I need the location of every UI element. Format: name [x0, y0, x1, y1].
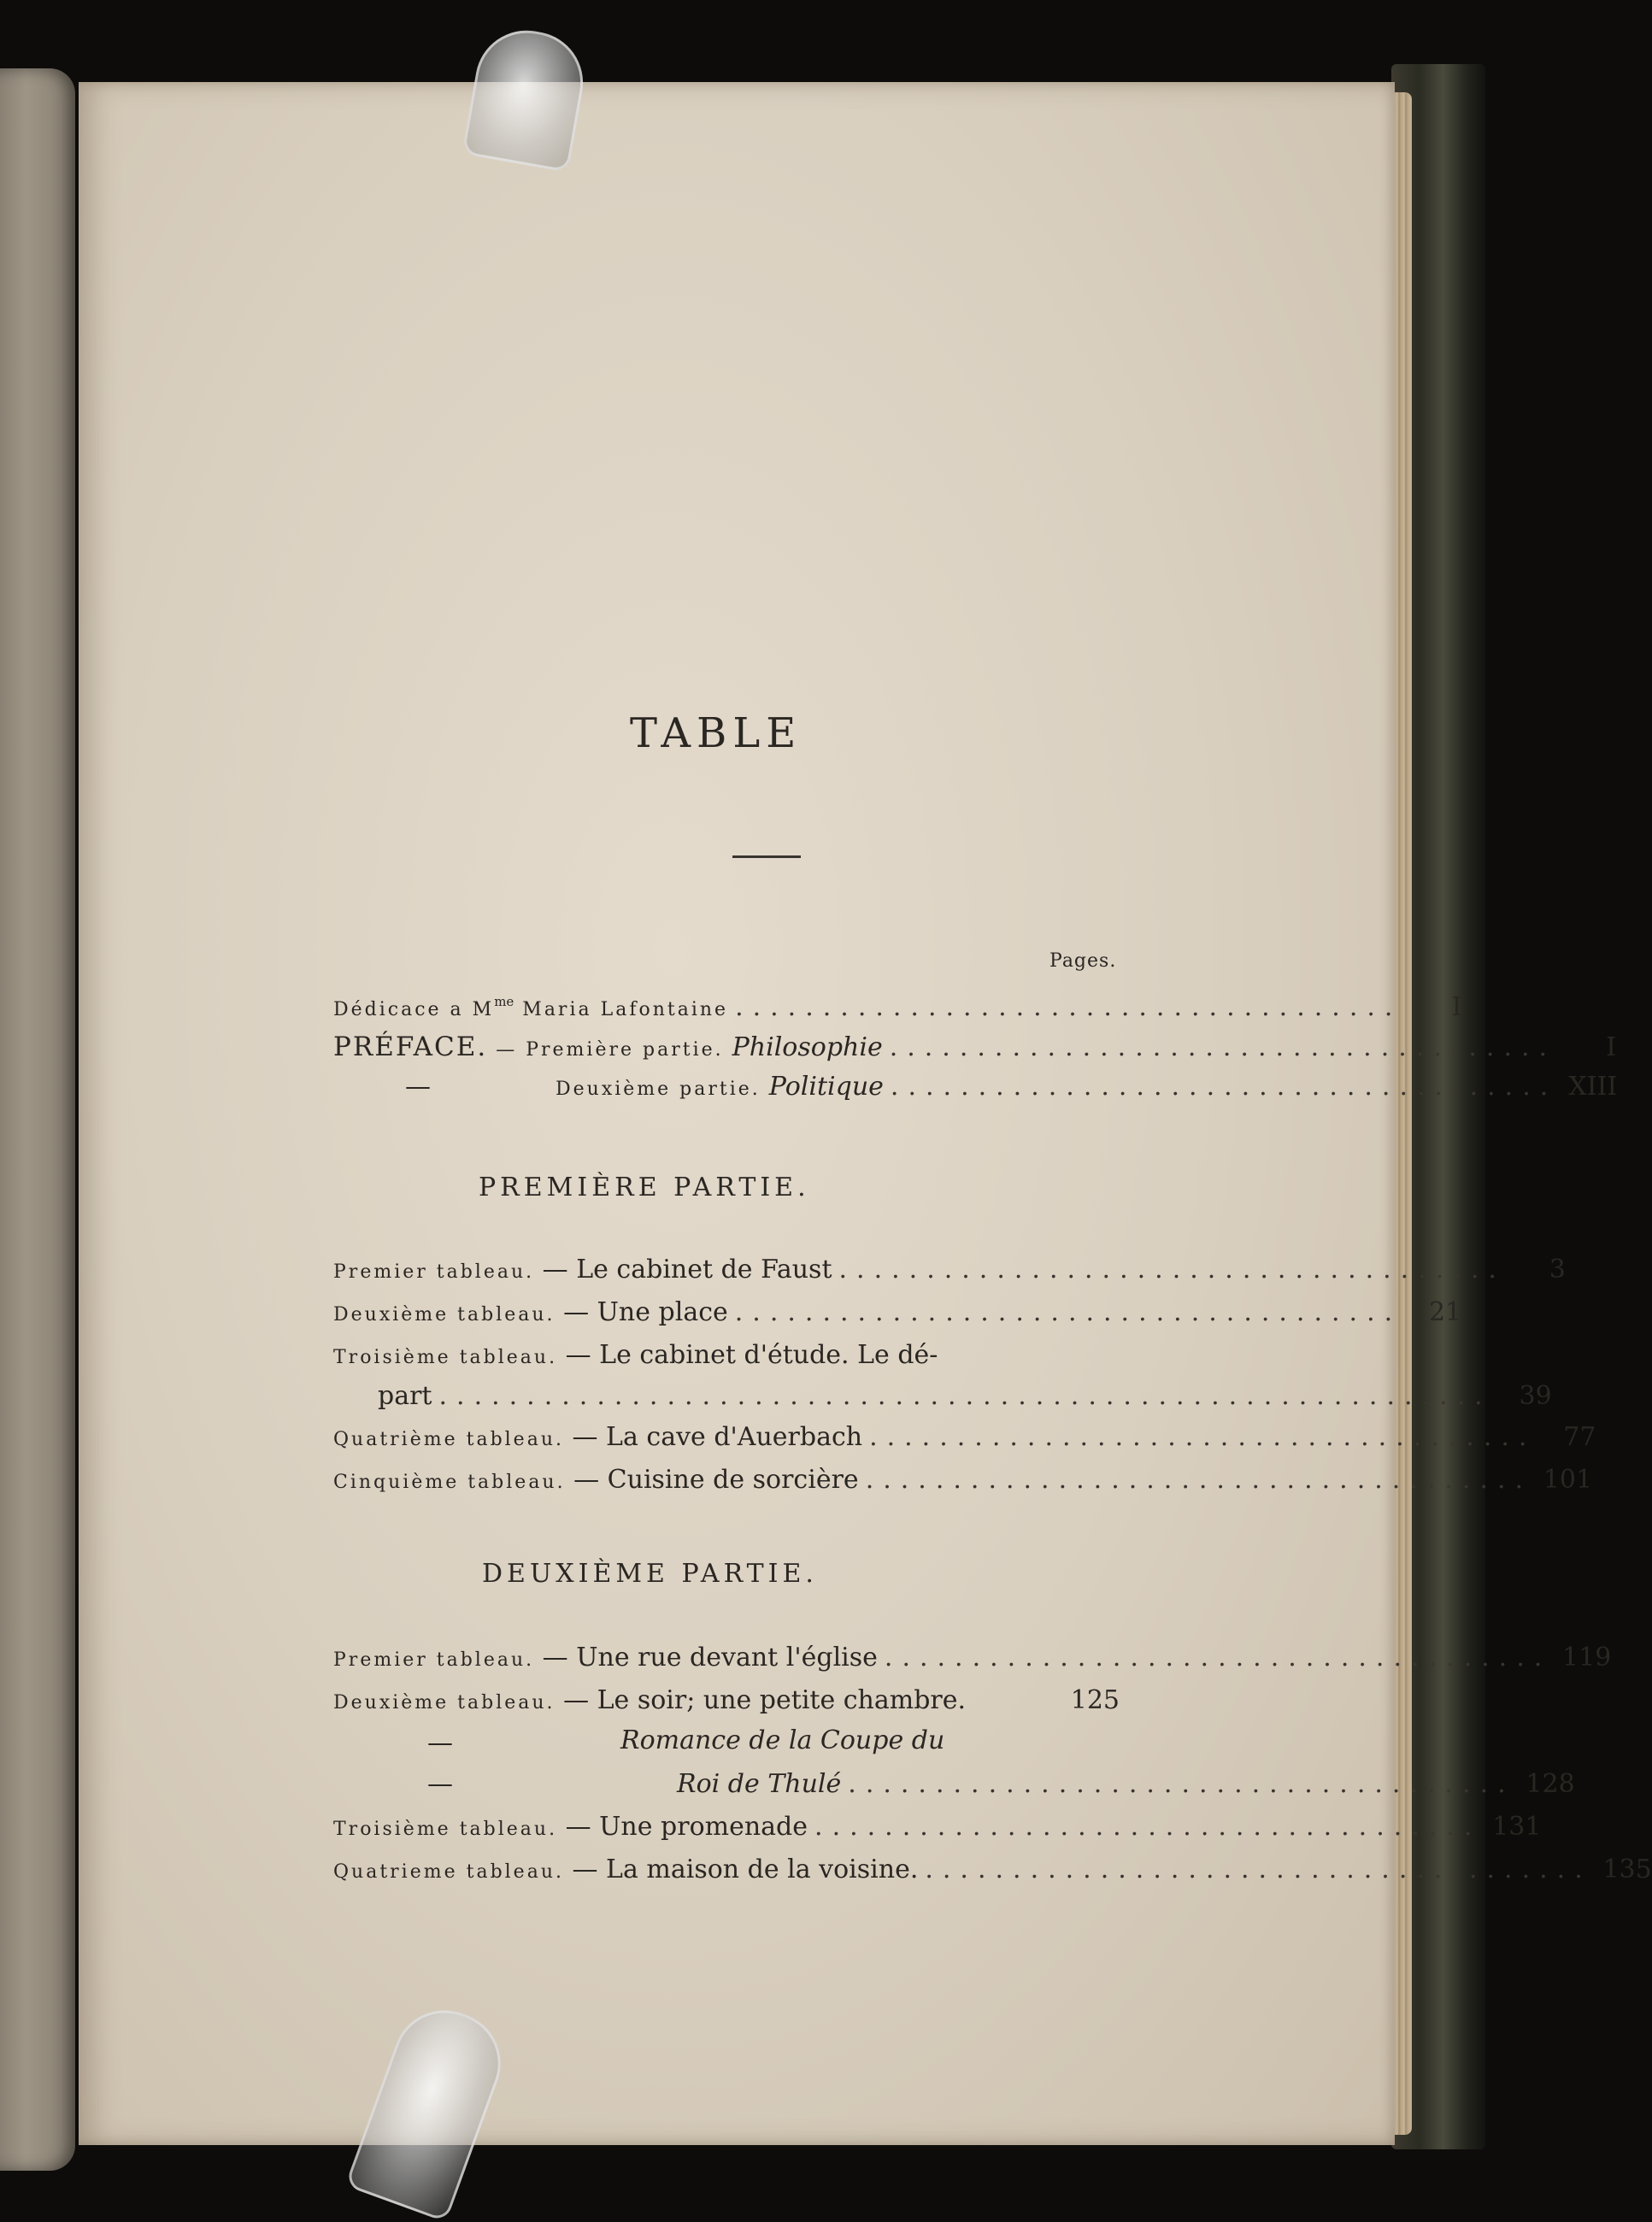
dot-leader: ...................................... [890, 1072, 1558, 1102]
toc-entry [333, 1255, 1566, 1289]
entry-page-number: 119 [1562, 1643, 1612, 1672]
toc-entry-preface-politique [556, 1072, 1618, 1106]
entry-label: Cinquième tableau. — Cuisine de sorcière [333, 1465, 859, 1495]
pages-column-label: Pages. [1049, 950, 1117, 972]
page-title: TABLE [630, 709, 802, 757]
entry-label: Premier tableau. — Une rue devant l'église [333, 1643, 878, 1672]
toc-entry-roi-de-thule [677, 1769, 1575, 1803]
entry-label-romance: Romance de la Coupe du [620, 1725, 945, 1755]
dot-leader: ...................................... [734, 1297, 1402, 1327]
entry-page-number: 39 [1519, 1381, 1552, 1411]
ditto-dash: — [427, 1728, 453, 1758]
toc-entry [333, 1685, 1120, 1719]
entry-label: Quatrième tableau. — La cave d'Auerbach [333, 1422, 863, 1452]
ditto-dash: — [427, 1769, 453, 1799]
toc-entry [333, 1297, 1462, 1331]
entry-label: Dédicace a $M^{me}$ Maria Lafontaine [333, 994, 729, 1020]
toc-entry [333, 1340, 1120, 1374]
entry-page-number: 125 [1070, 1685, 1120, 1715]
entry-label: part [378, 1381, 432, 1411]
book-page [79, 82, 1652, 2145]
entry-page-number: 77 [1563, 1422, 1596, 1452]
previous-page-edge [0, 68, 75, 2171]
dot-leader: ...................................... [865, 1465, 1533, 1495]
entry-page-number: 128 [1526, 1769, 1575, 1799]
entry-label: Deuxième tableau. — Une place [333, 1297, 728, 1327]
dot-leader: ............................................................ [438, 1381, 1492, 1411]
entry-label: Deuxième tableau. — Le soir; une petite chambre. [333, 1685, 967, 1715]
dot-leader: ...................................... [869, 1422, 1537, 1452]
entry-label: Troisième tableau. — Le cabinet d'étude. Le dé- [333, 1340, 938, 1370]
dot-leader: ...................................... [889, 1032, 1557, 1062]
entry-page-number: I [1451, 992, 1462, 1022]
entry-label: Premier tableau. — Le cabinet de Faust [333, 1255, 832, 1284]
entry-page-number: 3 [1549, 1255, 1566, 1284]
entry-label: Roi de Thulé [677, 1769, 842, 1799]
entry-page-number: 21 [1428, 1297, 1462, 1327]
toc-entry [333, 1855, 1652, 1889]
entry-page-number: 135 [1602, 1855, 1652, 1884]
section-heading-deuxieme-partie: DEUXIÈME PARTIE. [482, 1559, 818, 1589]
toc-entry [333, 1422, 1596, 1456]
entry-page-number: I [1606, 1032, 1617, 1062]
dot-leader: ...................................... [814, 1812, 1482, 1842]
toc-entry-continuation [378, 1381, 1552, 1415]
dot-leader: ...................................... [838, 1255, 1506, 1284]
toc-entry-preface-philosophie [333, 1032, 1617, 1066]
entry-page-number: 101 [1543, 1465, 1593, 1495]
toc-entry [333, 1812, 1542, 1846]
entry-label: PRÉFACE. — Première partie. Philosophie [333, 1032, 883, 1062]
dot-leader: ...................................... [884, 1643, 1552, 1672]
toc-entry [333, 1465, 1593, 1499]
dot-leader: ...................................... [848, 1769, 1515, 1799]
entry-label: Deuxième partie. Politique [556, 1072, 884, 1102]
title-rule [732, 855, 801, 858]
entry-label: Troisième tableau. — Une promenade [333, 1812, 808, 1842]
dot-leader: ...................................... [925, 1855, 1592, 1884]
entry-page-number: 131 [1492, 1812, 1542, 1842]
page-clip-top [462, 22, 591, 173]
section-heading-premiere-partie: PREMIÈRE PARTIE. [479, 1173, 810, 1202]
toc-entry-dedicace [333, 992, 1462, 1026]
dot-leader: ...................................... [735, 992, 1402, 1022]
entry-page-number: XIII [1568, 1072, 1618, 1102]
toc-entry [333, 1643, 1612, 1677]
entry-label: Quatrieme tableau. — La maison de la voisine. [333, 1855, 919, 1884]
ditto-dash: — [405, 1072, 431, 1102]
